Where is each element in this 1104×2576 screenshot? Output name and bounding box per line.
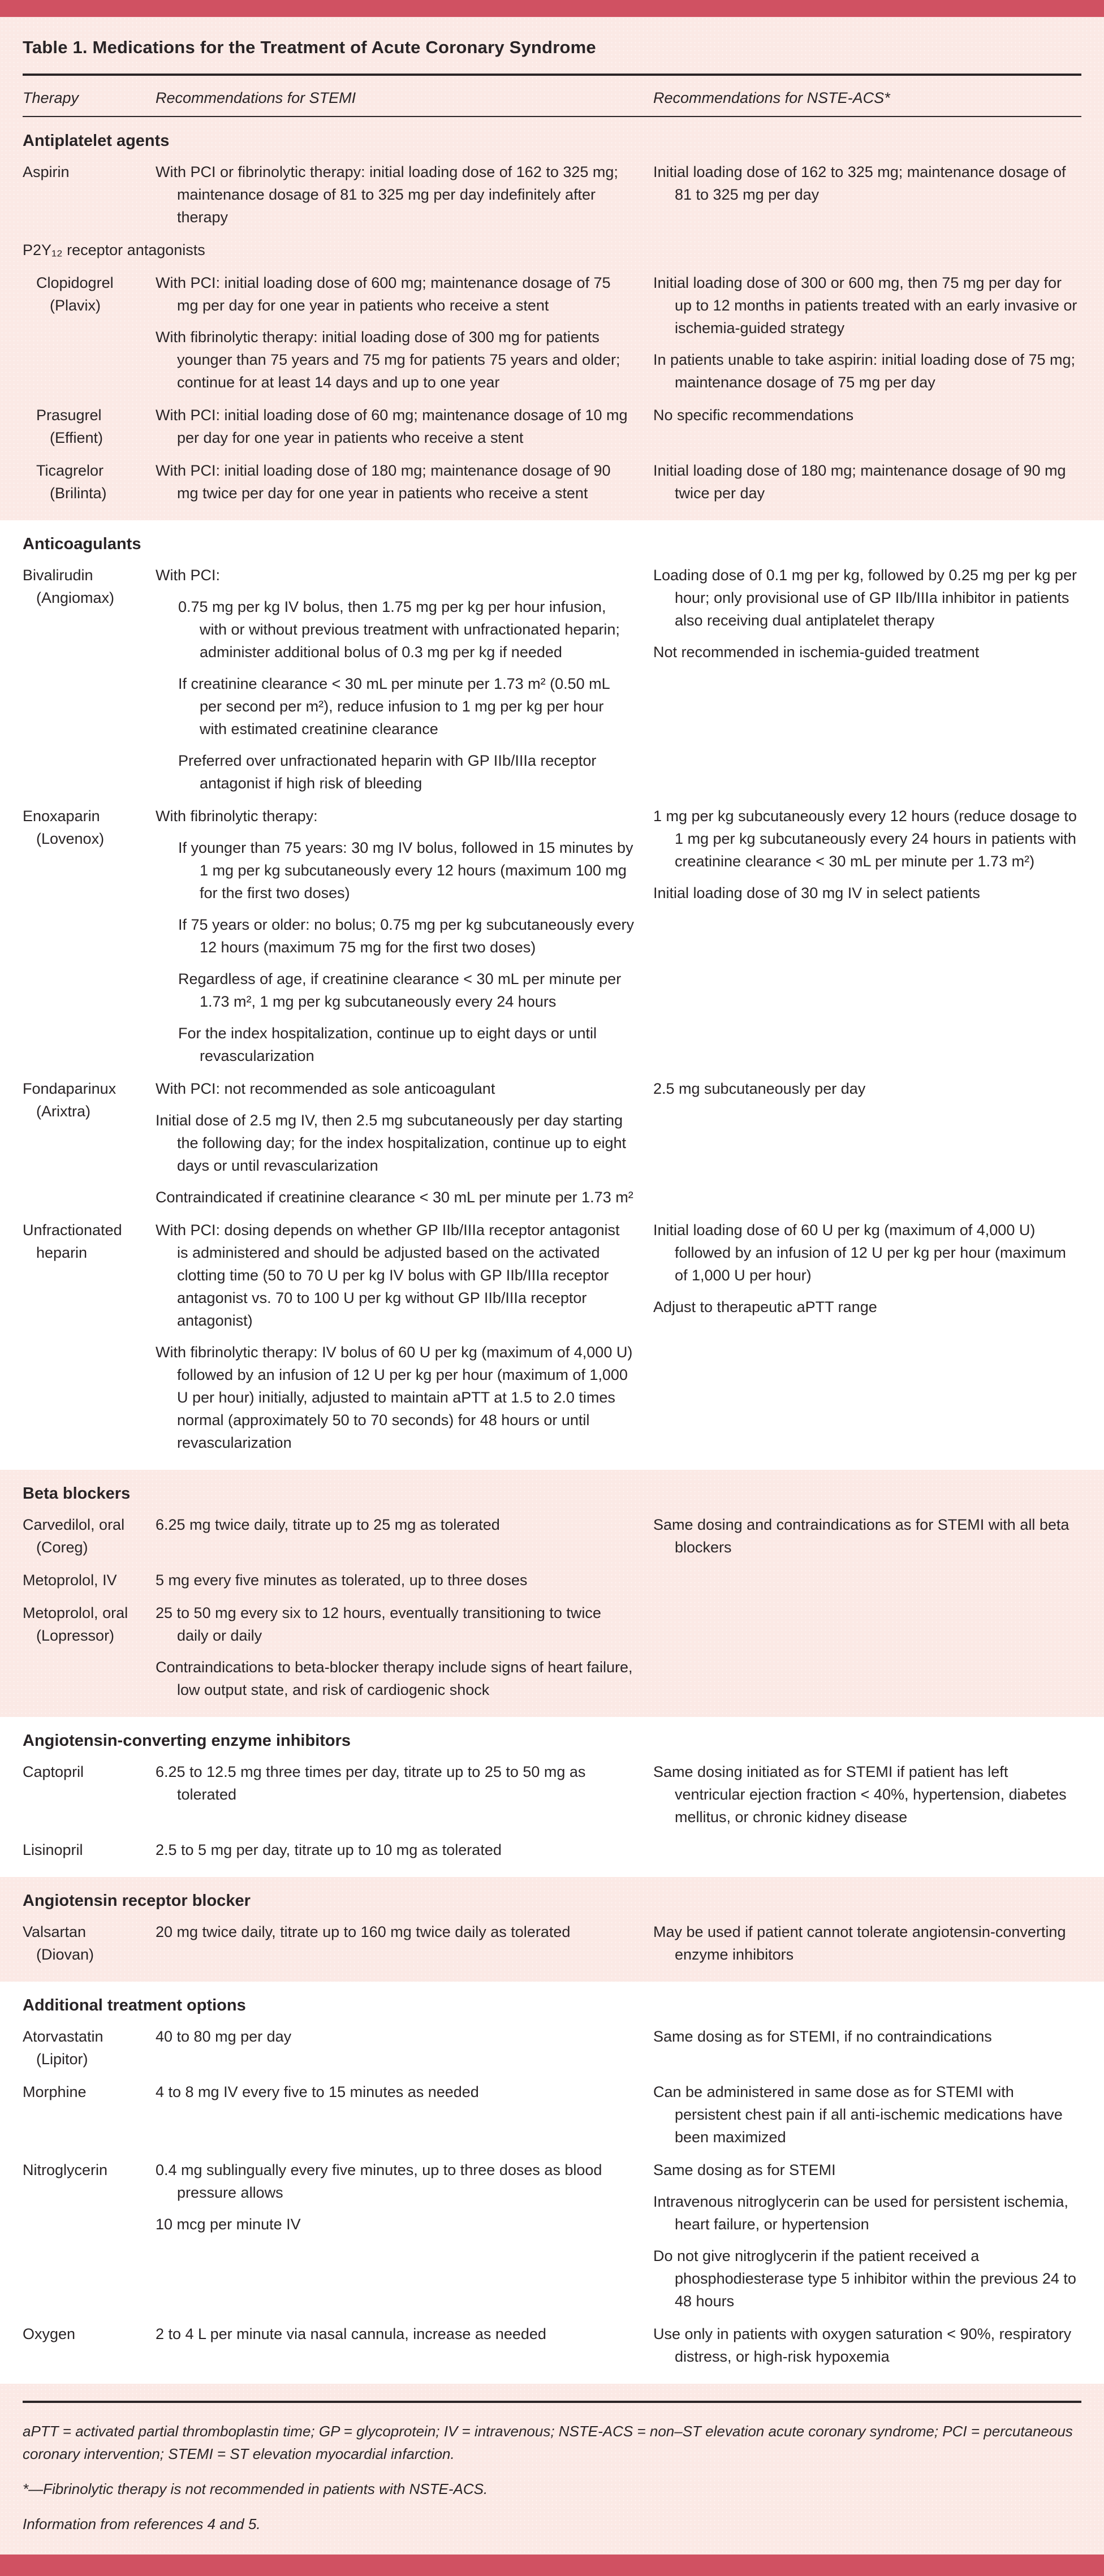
stemi-cell xyxy=(156,805,653,1067)
drug-name: Oxygen xyxy=(23,2325,76,2342)
section-ace-inhibitors xyxy=(0,1717,1104,1877)
therapy-cell xyxy=(23,805,156,1067)
dosage-paragraph: With PCI: dosing depends on whether GP IIb/IIIa receptor antagonist is administered and should be adjusted based on the activated clotting time (50 to 70 U per kg IV bolus with GP IIb/IIIa receptor antagonist vs. 70 to 100 U per kg without GP IIb/IIIa receptor antagonist) xyxy=(156,1222,620,1329)
drug-name: Metoprolol, oral xyxy=(23,1604,128,1621)
therapy-cell xyxy=(23,271,156,394)
dosage-paragraph: 5 mg every five minutes as tolerated, up to three doses xyxy=(156,1572,528,1589)
section-inner xyxy=(0,1485,1104,1701)
nste-cell xyxy=(653,404,1081,449)
table-row xyxy=(23,2025,1081,2070)
drug-brand: (Angiomax) xyxy=(36,589,115,606)
section-header: Anticoagulants xyxy=(23,535,141,553)
nste-cell xyxy=(653,1602,1081,1701)
drug-brand: heparin xyxy=(36,1244,88,1261)
dosage-paragraph: Loading dose of 0.1 mg per kg, followed by 0.25 mg per kg per hour; only provisional use of GP IIb/IIIa inhibitor in patients also receiving dual antiplatelet therapy xyxy=(653,567,1077,629)
stemi-cell xyxy=(156,1513,653,1559)
dosage-paragraph: With PCI: xyxy=(156,567,221,584)
column-header-stemi: Recommendations for STEMI xyxy=(156,89,356,106)
stemi-cell xyxy=(156,2081,653,2148)
dosage-paragraph: 2.5 mg subcutaneously per day xyxy=(653,1080,866,1097)
table-row xyxy=(23,1569,1081,1591)
stemi-cell xyxy=(156,1761,653,1828)
drug-name: Fondaparinux xyxy=(23,1080,117,1097)
column-header-row xyxy=(23,76,1081,116)
table-row xyxy=(23,459,1081,504)
section-anticoagulants xyxy=(0,520,1104,1470)
dosage-paragraph: Initial loading dose of 30 mg IV in select patients xyxy=(653,884,980,901)
nste-cell xyxy=(653,1513,1081,1559)
section-additional-treatment-options xyxy=(0,1982,1104,2384)
table-row xyxy=(23,1513,1081,1559)
dosage-paragraph: Regardless of age, if creatinine clearance < 30 mL per minute per 1.73 m², 1 mg per kg subcutaneously every 24 hours xyxy=(178,970,622,1010)
drug-brand: (Effient) xyxy=(50,429,104,446)
section-antiplatelet-agents xyxy=(0,117,1104,520)
section-header: Additional treatment options xyxy=(23,1996,246,2014)
stemi-cell xyxy=(156,1839,653,1861)
therapy-cell xyxy=(23,1077,156,1209)
section-inner xyxy=(0,535,1104,1454)
therapy-cell xyxy=(23,1513,156,1559)
dosage-paragraph: With fibrinolytic therapy: xyxy=(156,808,318,825)
drug-name: Carvedilol, oral xyxy=(23,1516,125,1533)
dosage-paragraph: 20 mg twice daily, titrate up to 160 mg twice daily as tolerated xyxy=(156,1923,571,1940)
dosage-paragraph: Adjust to therapeutic aPTT range xyxy=(653,1298,877,1315)
therapy-cell xyxy=(23,2323,156,2368)
drug-brand: (Diovan) xyxy=(36,1946,94,1963)
nste-cell xyxy=(653,2025,1081,2070)
drug-brand: (Plavix) xyxy=(50,297,101,314)
dosage-paragraph: If younger than 75 years: 30 mg IV bolus, followed in 15 minutes by 1 mg per kg subcutaneously every 12 hours (maximum 100 mg for the first two doses) xyxy=(178,839,633,901)
section-header: Antiplatelet agents xyxy=(23,132,170,150)
section-angiotensin-receptor-blocker xyxy=(0,1877,1104,1982)
therapy-cell xyxy=(23,459,156,504)
section-header: Angiotensin-converting enzyme inhibitors xyxy=(23,1732,351,1750)
footer-rule xyxy=(23,2401,1081,2403)
stemi-cell xyxy=(156,1077,653,1209)
dosage-paragraph: Same dosing initiated as for STEMI if patient has left ventricular ejection fraction < 40%, hypertension, diabetes mellitus, or chronic kidney disease xyxy=(653,1763,1067,1826)
table-row xyxy=(23,2081,1081,2148)
therapy-cell xyxy=(23,1839,156,1861)
nste-cell xyxy=(653,1077,1081,1209)
table-row xyxy=(23,805,1081,1067)
stemi-cell xyxy=(156,2323,653,2368)
therapy-cell xyxy=(23,1761,156,1828)
drug-name: Morphine xyxy=(23,2083,87,2100)
abbreviations-note: aPTT = activated partial thromboplastin time; GP = glycoprotein; IV = intravenous; NSTE-ACS = non–ST elevation acute coronary syndrome; PCI = percutaneous coronary intervention; STEMI = ST elevation myocardial infarction. xyxy=(23,2423,1073,2462)
therapy-cell xyxy=(23,564,156,795)
table-row xyxy=(23,1602,1081,1701)
drug-name: Nitroglycerin xyxy=(23,2161,108,2178)
therapy-cell xyxy=(23,2159,156,2312)
footer-band xyxy=(0,2384,1104,2555)
section-header: Angiotensin receptor blocker xyxy=(23,1892,251,1910)
dosage-paragraph: With PCI: initial loading dose of 600 mg; maintenance dosage of 75 mg per day for one year in patients who receive a stent xyxy=(156,274,611,314)
dosage-paragraph: 40 to 80 mg per day xyxy=(156,2028,292,2045)
table-row xyxy=(23,404,1081,449)
drug-brand: (Brilinta) xyxy=(50,485,107,502)
drug-name: Aspirin xyxy=(23,163,70,180)
therapy-cell xyxy=(23,1921,156,1966)
dosage-paragraph: Contraindicated if creatinine clearance < 30 mL per minute per 1.73 m² xyxy=(156,1189,633,1206)
therapy-cell xyxy=(23,1219,156,1454)
nste-cell xyxy=(653,2323,1081,2368)
source-note: Information from references 4 and 5. xyxy=(23,2515,261,2532)
table-row xyxy=(23,1077,1081,1209)
dosage-paragraph: 4 to 8 mg IV every five to 15 minutes as needed xyxy=(156,2083,479,2100)
stemi-cell xyxy=(156,1602,653,1701)
section-inner xyxy=(0,132,1104,504)
dosage-paragraph: May be used if patient cannot tolerate angiotensin-converting enzyme inhibitors xyxy=(653,1923,1066,1963)
drug-brand: (Lopressor) xyxy=(36,1627,115,1644)
dosage-paragraph: Same dosing as for STEMI, if no contraindications xyxy=(653,2028,992,2045)
dosage-paragraph: With fibrinolytic therapy: initial loading dose of 300 mg for patients younger than 75 years and 75 mg for patients 75 years and older; continue for at least 14 days and up to one year xyxy=(156,329,620,391)
dosage-paragraph: For the index hospitalization, continue up to eight days or until revascularization xyxy=(178,1025,597,1064)
section-beta-blockers xyxy=(0,1470,1104,1717)
stemi-cell xyxy=(156,161,653,228)
nste-cell xyxy=(653,271,1081,394)
dosage-paragraph: Do not give nitroglycerin if the patient received a phosphodiesterase type 5 inhibitor within the previous 24 to 48 hours xyxy=(653,2247,1076,2310)
table-row xyxy=(23,1921,1081,1966)
drug-name: Bivalirudin xyxy=(23,567,93,584)
therapy-cell xyxy=(23,1569,156,1591)
top-accent-bar xyxy=(0,0,1104,17)
stemi-cell xyxy=(156,404,653,449)
dosage-paragraph: Not recommended in ischemia-guided treatment xyxy=(653,644,980,661)
drug-brand: (Coreg) xyxy=(36,1539,88,1556)
drug-name: Enoxaparin xyxy=(23,808,100,825)
dosage-paragraph: Initial loading dose of 162 to 325 mg; maintenance dosage of 81 to 325 mg per day xyxy=(653,163,1066,203)
nste-cell xyxy=(653,564,1081,795)
drug-name: Valsartan xyxy=(23,1923,87,1940)
dosage-paragraph: 0.75 mg per kg IV bolus, then 1.75 mg per kg per hour infusion, with or without previous treatment with unfractionated heparin; administer additional bolus of 0.3 mg per kg if needed xyxy=(178,598,620,661)
dosage-paragraph: 25 to 50 mg every six to 12 hours, eventually transitioning to twice daily or daily xyxy=(156,1604,601,1644)
dosage-paragraph: With fibrinolytic therapy: IV bolus of 60 U per kg (maximum of 4,000 U) followed by an infusion of 12 U per kg per hour (maximum of 1,000 U per hour) initially, adjusted to maintain aPTT at 1.5 to 2.0 times normal (approximately 50 to 70 seconds) for 48 hours or until revascularization xyxy=(156,1344,633,1451)
table-row xyxy=(23,1219,1081,1454)
therapy-cell xyxy=(23,404,156,449)
nste-cell xyxy=(653,2159,1081,2312)
nste-cell xyxy=(653,1761,1081,1828)
dosage-paragraph: 2.5 to 5 mg per day, titrate up to 10 mg as tolerated xyxy=(156,1841,502,1858)
drug-name: Unfractionated xyxy=(23,1222,122,1239)
table-row xyxy=(23,1761,1081,1828)
dosage-paragraph: 1 mg per kg subcutaneously every 12 hours (reduce dosage to 1 mg per kg subcutaneously every 24 hours in patients with creatinine clearance < 30 mL per minute per 1.73 m²) xyxy=(653,808,1077,870)
therapy-cell xyxy=(23,2081,156,2148)
nste-cell xyxy=(653,1921,1081,1966)
dosage-paragraph: With PCI or fibrinolytic therapy: initial loading dose of 162 to 325 mg; maintenance dosage of 81 to 325 mg per day indefinitely after therapy xyxy=(156,163,618,226)
table-row xyxy=(23,564,1081,795)
dosage-paragraph: If creatinine clearance < 30 mL per minute per 1.73 m² (0.50 mL per second per m²), reduce infusion to 1 mg per kg per hour with estimated creatinine clearance xyxy=(178,675,610,737)
table-body xyxy=(0,117,1104,2384)
footer-inner xyxy=(0,2401,1104,2535)
therapy-cell xyxy=(23,161,156,228)
dosage-paragraph: No specific recommendations xyxy=(653,407,854,424)
table-row xyxy=(23,2159,1081,2312)
table-row xyxy=(23,2323,1081,2368)
dosage-paragraph: In patients unable to take aspirin: initial loading dose of 75 mg; maintenance dosage of 75 mg per day xyxy=(653,351,1075,391)
drug-name: Prasugrel xyxy=(36,407,102,424)
dosage-paragraph: 6.25 to 12.5 mg three times per day, titrate up to 25 to 50 mg as tolerated xyxy=(156,1763,586,1803)
dosage-paragraph: Intravenous nitroglycerin can be used for persistent ischemia, heart failure, or hypertension xyxy=(653,2193,1068,2233)
section-inner xyxy=(0,1892,1104,1966)
dosage-paragraph: Same dosing and contraindications as for STEMI with all beta blockers xyxy=(653,1516,1070,1556)
dosage-paragraph: Use only in patients with oxygen saturation < 90%, respiratory distress, or high-risk hypoxemia xyxy=(653,2325,1072,2365)
dosage-paragraph: Initial loading dose of 300 or 600 mg, then 75 mg per day for up to 12 months in patients treated with an early invasive or ischemia-guided strategy xyxy=(653,274,1077,336)
dosage-paragraph: Initial dose of 2.5 mg IV, then 2.5 mg subcutaneously per day starting the following day; for the index hospitalization, continue up to eight days or until revascularization xyxy=(156,1112,627,1174)
dosage-paragraph: 10 mcg per minute IV xyxy=(156,2216,301,2233)
column-header-nste: Recommendations for NSTE-ACS* xyxy=(653,89,890,106)
asterisk-footnote: *—Fibrinolytic therapy is not recommended in patients with NSTE-ACS. xyxy=(23,2480,488,2497)
nste-cell xyxy=(653,1569,1081,1591)
nste-cell xyxy=(653,805,1081,1067)
dosage-paragraph: Initial loading dose of 60 U per kg (maximum of 4,000 U) followed by an infusion of 12 U per kg per hour (maximum of 1,000 U per hour) xyxy=(653,1222,1066,1284)
table-row xyxy=(23,271,1081,394)
section-inner xyxy=(0,1996,1104,2368)
dosage-paragraph: With PCI: not recommended as sole anticoagulant xyxy=(156,1080,495,1097)
stemi-cell xyxy=(156,2159,653,2312)
bottom-accent-bar xyxy=(0,2555,1104,2576)
drug-name: Ticagrelor xyxy=(36,462,104,479)
group-subheader: P2Y₁₂ receptor antagonists xyxy=(23,241,205,258)
stemi-cell xyxy=(156,459,653,504)
stemi-cell xyxy=(156,1569,653,1591)
table-title: Table 1. Medications for the Treatment of Acute Coronary Syndrome xyxy=(23,37,596,57)
stemi-cell xyxy=(156,2025,653,2070)
therapy-cell xyxy=(23,1602,156,1701)
table-row xyxy=(23,1839,1081,1861)
dosage-paragraph: Can be administered in same dose as for STEMI with persistent chest pain if all anti-ischemic medications have been maximized xyxy=(653,2083,1063,2146)
table-header-band xyxy=(0,17,1104,117)
drug-brand: (Arixtra) xyxy=(36,1103,90,1120)
dosage-paragraph: With PCI: initial loading dose of 60 mg; maintenance dosage of 10 mg per day for one year in patients who receive a stent xyxy=(156,407,628,446)
nste-cell xyxy=(653,2081,1081,2148)
nste-cell xyxy=(653,1219,1081,1454)
dosage-paragraph: With PCI: initial loading dose of 180 mg; maintenance dosage of 90 mg twice per day for one year in patients who receive a stent xyxy=(156,462,611,502)
nste-cell xyxy=(653,459,1081,504)
section-inner xyxy=(0,1732,1104,1861)
stemi-cell xyxy=(156,271,653,394)
dosage-paragraph: Same dosing as for STEMI xyxy=(653,2161,836,2178)
drug-name: Atorvastatin xyxy=(23,2028,104,2045)
stemi-cell xyxy=(156,564,653,795)
dosage-paragraph: 2 to 4 L per minute via nasal cannula, increase as needed xyxy=(156,2325,546,2342)
dosage-paragraph: Preferred over unfractionated heparin with GP IIb/IIIa receptor antagonist if high risk of bleeding xyxy=(178,752,597,792)
dosage-paragraph: If 75 years or older: no bolus; 0.75 mg per kg subcutaneously every 12 hours (maximum 75 mg for the first two doses) xyxy=(178,916,634,956)
dosage-paragraph: Contraindications to beta-blocker therapy include signs of heart failure, low output state, and risk of cardiogenic shock xyxy=(156,1659,633,1698)
column-header-wrap xyxy=(0,76,1104,117)
nste-cell xyxy=(653,161,1081,228)
stemi-cell xyxy=(156,1219,653,1454)
dosage-paragraph: 6.25 mg twice daily, titrate up to 25 mg as tolerated xyxy=(156,1516,500,1533)
column-header-therapy: Therapy xyxy=(23,89,79,106)
dosage-paragraph: 0.4 mg sublingually every five minutes, up to three doses as blood pressure allows xyxy=(156,2161,602,2201)
table-row xyxy=(23,161,1081,228)
drug-name: Metoprolol, IV xyxy=(23,1572,117,1589)
drug-name: Clopidogrel xyxy=(36,274,114,291)
drug-name: Lisinopril xyxy=(23,1841,83,1858)
drug-name: Captopril xyxy=(23,1763,84,1780)
stemi-cell xyxy=(156,1921,653,1966)
section-header: Beta blockers xyxy=(23,1485,131,1503)
nste-cell xyxy=(653,1839,1081,1861)
drug-brand: (Lovenox) xyxy=(36,830,105,847)
therapy-cell xyxy=(23,2025,156,2070)
dosage-paragraph: Initial loading dose of 180 mg; maintenance dosage of 90 mg twice per day xyxy=(653,462,1066,502)
drug-brand: (Lipitor) xyxy=(36,2051,88,2068)
